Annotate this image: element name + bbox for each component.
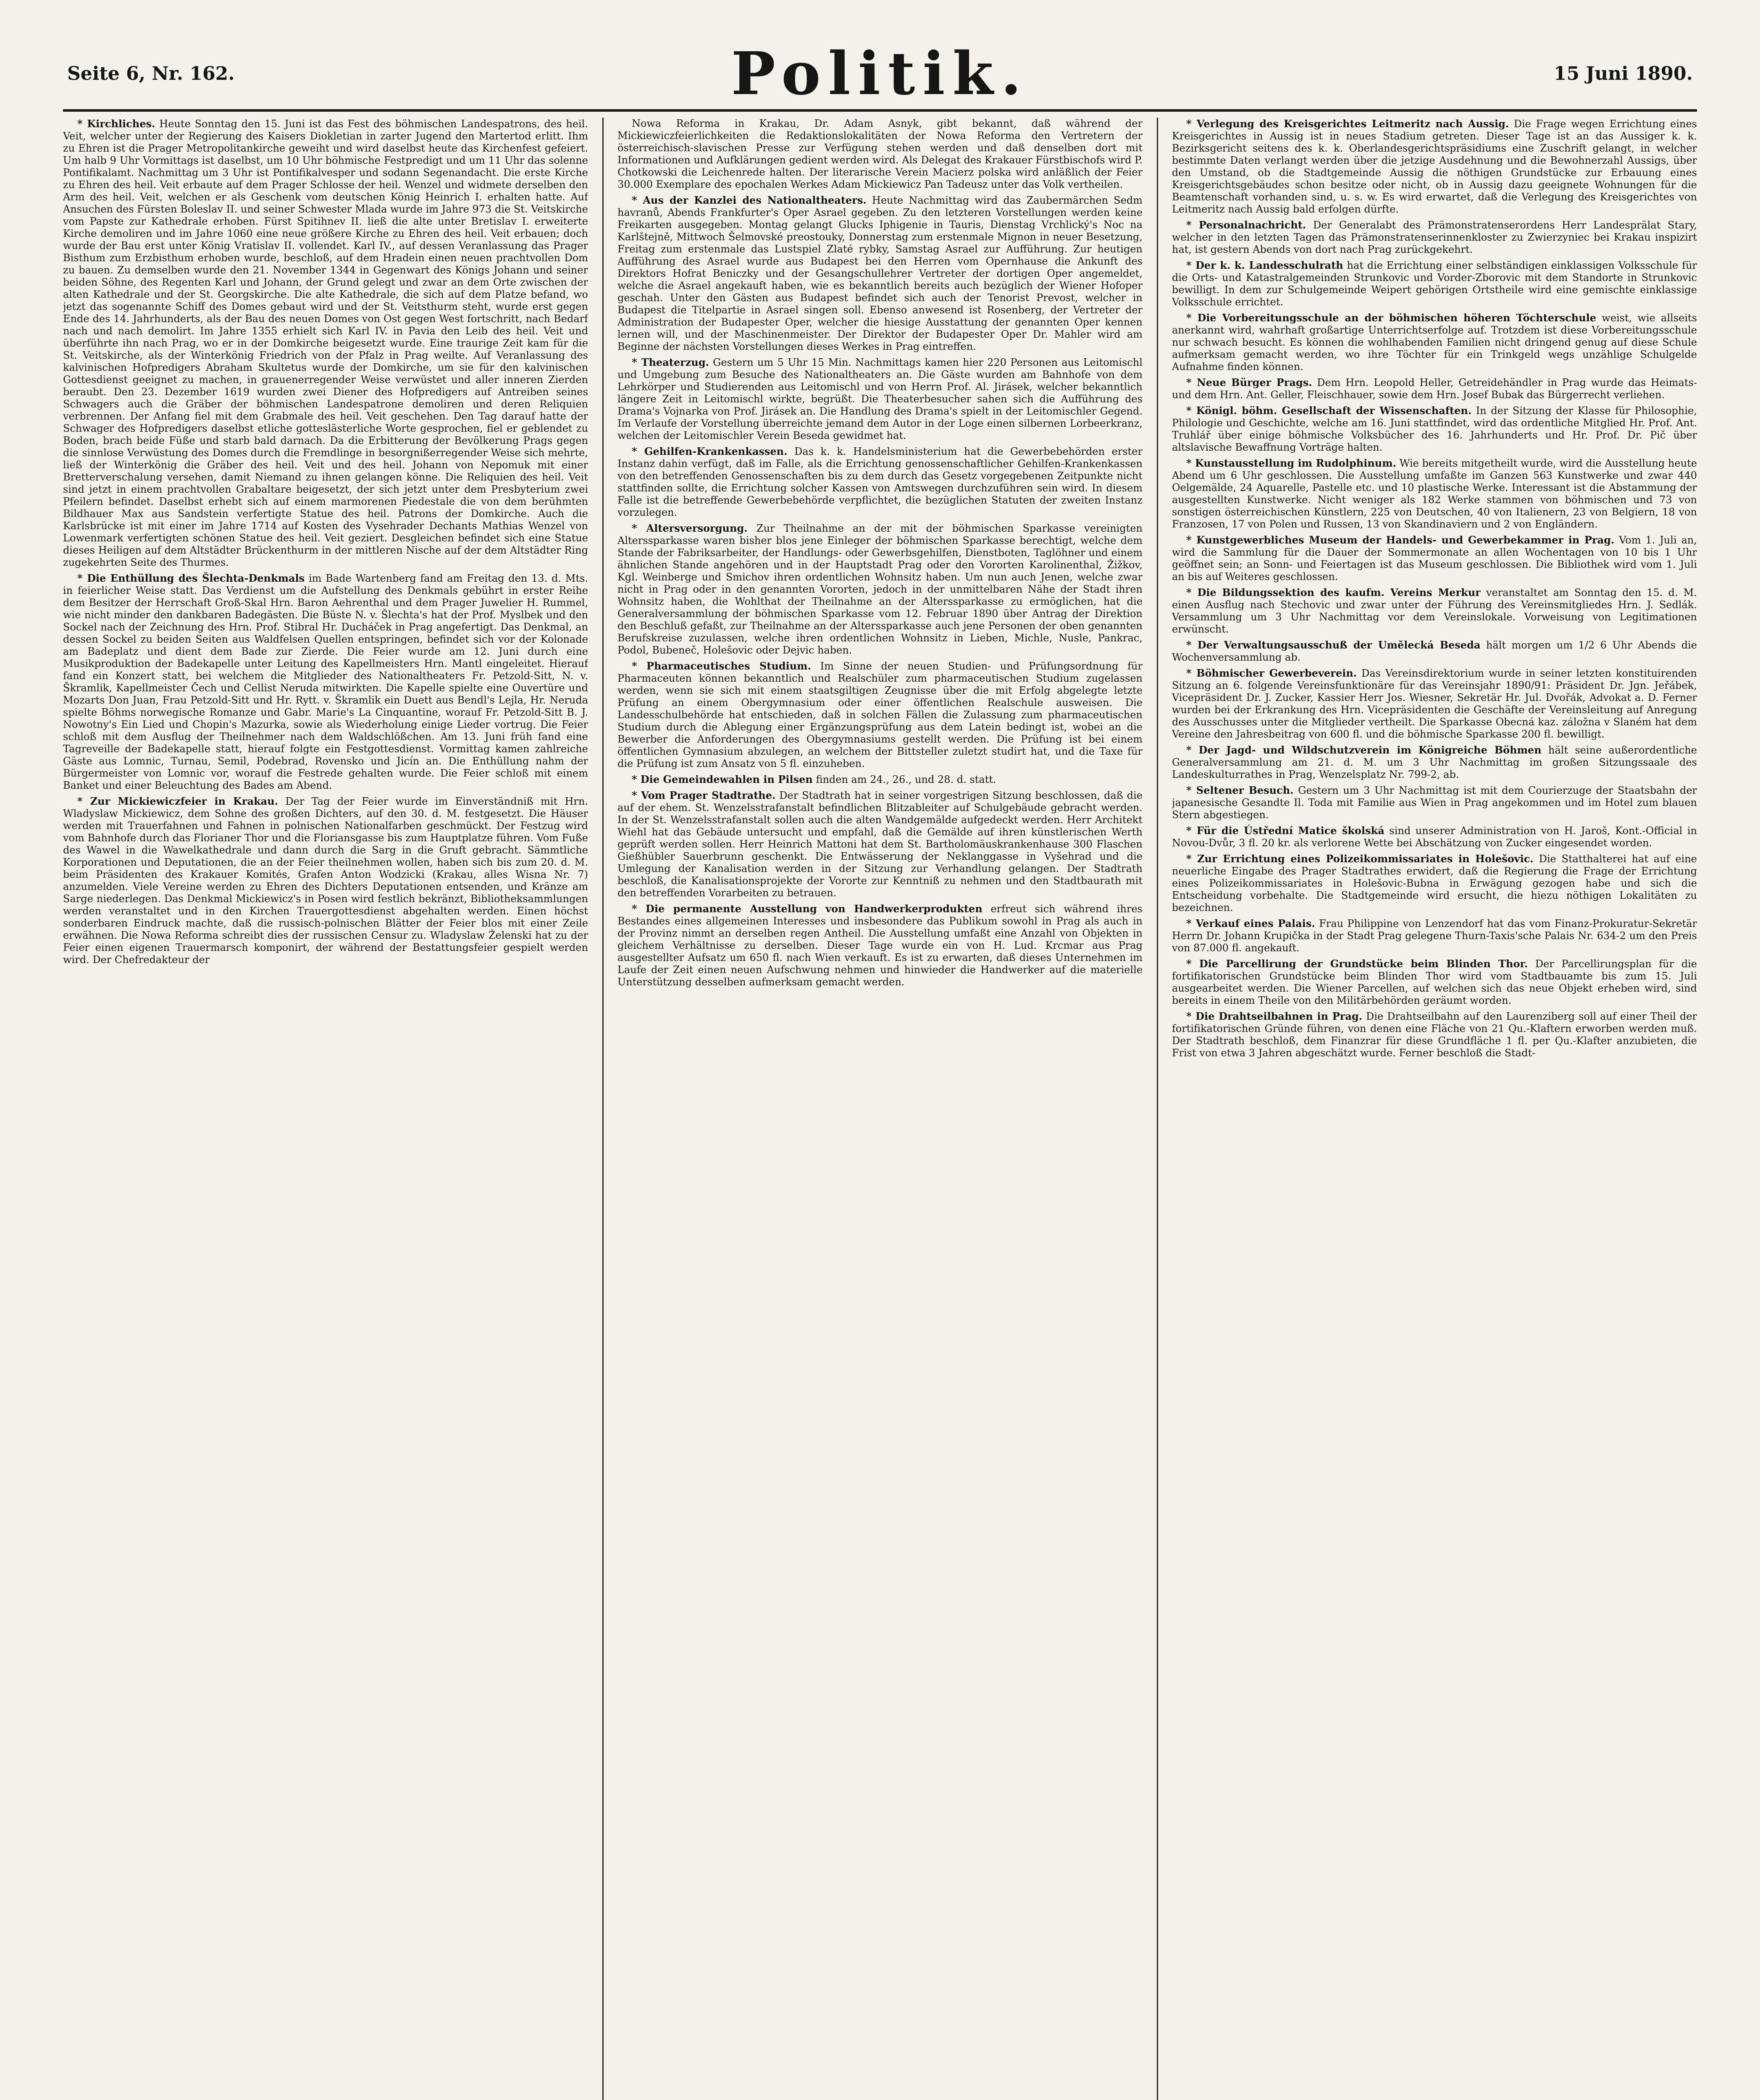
article-headline: * Die Parcellirung der Grundstücke beim Blinden Thor.	[1186, 958, 1528, 970]
page-number: Seite 6, Nr. 162.	[67, 63, 235, 84]
article-headline: * Zur Mickiewiczfeier in Krakau.	[77, 795, 278, 807]
article-body: Wie bereits mitgetheilt wurde, wird die Ausstellung heute Abend um 6 Uhr geschlossen. Die Ausstellung umfaßte im Ganzen 563 Kunstwerke und zwar 440 Oelgemälde, 24 Aquarelle, Pastelle etc. und 10 plastische Werke. Interessant ist die Abstammung der ausgestellten Kunstwerke. Nicht weniger als 182 Werke stammen von böhmischen und 73 von sonstigen österreichischen Künstlern, 225 von Deutschen, 40 von Italienern, 23 von Belgiern, 18 von Franzosen, 17 von Polen und Russen, 13 von Skandinaviern und 2 von Engländern.	[1172, 457, 1697, 530]
article	[1172, 958, 1697, 1007]
article-body: Dem Hrn. Leopold Heller, Getreidehändler in Prag wurde das Heimats- und dem Hrn. Ant. Geller, Fleischhauer, sowie dem Hrn. Josef Bubak das Bürgerrecht verliehen.	[1172, 377, 1697, 401]
article-body: hat die Errichtung einer selbständigen einklassigen Volksschule für die Orts- und Katastralgemeinden Strunkovic und Vorder-Zborovic mit dem Standorte in Strunkovic bewilligt. In dem zur Schulgemeinde Weipert gehörigen Ortstheile wird eine gemischte einklassige Volksschule errichtet.	[1172, 260, 1697, 308]
article	[1172, 917, 1697, 954]
article	[1172, 639, 1697, 664]
article-body: Der Generalabt des Prämonstratenserordens Herr Landesprälat Stary, welcher in den letzten Tagen das Prämonstratenserinnenkloster zu Zwierzyniec bei Krakau inspizirt hat, ist gestern Abends von dort nach Prag zurückgekehrt.	[1172, 219, 1697, 255]
article-body: Nowa Reforma in Krakau, Dr. Adam Asnyk, gibt bekannt, daß während der Mickiewiczfeierlichkeiten die Redaktionslokalitäten der Nowa Reforma den Vertretern der österreichisch-slavischen Presse zur Verfügung stehen werden und daß denselben dort mit Informationen und Aufklärungen gedient werden wird. Als Delegat des Krakauer Fürstbischofs wird P. Chotkowski die Leichenrede halten. Der literarische Verein Macierz polska wird anläßlich der Feier 30.000 Exemplare des epochalen Werkes Adam Mickiewicz Pan Tadeusz unter das Volk vertheilen.	[617, 118, 1143, 190]
newspaper-page	[63, 34, 1697, 2100]
article	[1172, 259, 1697, 308]
article	[1172, 312, 1697, 373]
article	[1172, 744, 1697, 781]
section-title: Politik.	[731, 39, 1029, 108]
article-body: Der Parcellirungsplan für die fortifikatorischen Grundstücke beim Blinden Thor wird vom Stadtbauamte bis zum 15. Juli ausgearbeitet werden. Die Wiener Parcellen, auf welchen sich das neue Objekt erheben wird, sind bereits in einem Theile von den Militärbehörden geräumt worden.	[1172, 958, 1697, 1006]
article	[617, 773, 1143, 786]
article-headline: * Böhmischer Gewerbeverein.	[1186, 667, 1357, 679]
article	[1172, 586, 1697, 635]
article-body: Die Drahtseilbahn auf den Laurenziberg soll auf einer Theil der fortifikatorischen Gründe führen, von denen eine Fläche von 21 Qu.-Klaftern erworben werden muß. Der Stadtrath beschloß, dem Finanzrar für diese Grundfläche 1 fl. per Qu.-Klafter anzubieten, die Frist von etwa 3 Jahren abgeschätzt wurde. Ferner beschloß die Stadt-	[1172, 1011, 1697, 1059]
article-columns	[63, 118, 1697, 2100]
article-body: Gestern um 5 Uhr 15 Min. Nachmittags kamen hier 220 Personen aus Leitomischl und Umgebung zum Besuche des Nationaltheaters an. Die Gäste wurden am Bahnhofe von dem Lehrkörper und Studierenden aus Leitomischl und von Herrn Prof. Al. Jirásek, welcher bekanntlich längere Zeit in Leitomischl wirkte, begrüßt. Die Theaterbesucher sahen sich die Aufführung des Drama's Vojnarka von Prof. Jirásek an. Die Handlung des Drama's spielt in der Leitomischler Gegend. Im Verlaufe der Vorstellung überreichte jemand dem Autor in der Loge einen silbernen Lorbeerkranz, welchen der Leitomischler Verein Beseda gewidmet hat.	[617, 357, 1143, 441]
article	[617, 356, 1143, 442]
article	[63, 795, 588, 966]
article	[617, 445, 1143, 519]
article	[1172, 118, 1697, 215]
article-body: veranstaltet am Sonntag den 15. d. M. einen Ausflug nach Stechovic und zwar unter der Führung des Vereinsmitgliedes Hrn. J. Sedlák. Versammlung um 3 Uhr Nachmittag vor dem Vereinslokale. Vorweisung von Legitimationen erwünscht.	[1172, 587, 1697, 635]
article-body: Zur Theilnahme an der mit der böhmischen Sparkasse vereinigten Alterssparkasse waren bisher blos jene Einleger der böhmischen Sparkasse berechtigt, welche dem Stande der Fabriksarbeiter, der Handlungs- oder Gewerbsgehilfen, Dienstboten, Taglöhner und einem ähnlichen Stande angehören und in der Hauptstadt Prag oder den Vororten Karolinenthal, Žižkov, Kgl. Weinberge und Smichov ihren ordentlichen Wohnsitz haben. Um nun auch Jenen, welche zwar nicht in Prag oder in den genannten Vororten, jedoch in der unmittelbaren Nähe der Stadt ihren Wohnsitz haben, die Wohlthat der Theilnahme an der Alterssparkasse zu ermöglichen, hat die Generalversammlung der böhmischen Sparkasse vom 12. Februar 1890 über Antrag der Direktion den Beschluß gefaßt, zur Theilnahme an der Alterssparkasse auch jene Personen der oben genannten Berufskreise zuzulassen, welche ihren ordentlichen Wohnsitz in Lieben, Michle, Nusle, Pankrac, Podol, Bubeneč, Holešovic oder Dejvic haben.	[617, 522, 1143, 656]
article	[1172, 457, 1697, 530]
article-headline: * Die Bildungssektion des kaufm. Vereins Merkur	[1186, 586, 1481, 598]
article-body: Heute Sonntag den 15. Juni ist das Fest des böhmischen Landespatrons, des heil. Veit, welcher unter der Regierung des Kaisers Diokletian in zarter Jugend den Martertod erlitt. Ihm zu Ehren ist die Prager Metropolitankirche geweiht und wird daselbst heute das Kirchenfest gefeiert. Um halb 9 Uhr Vormittags ist daselbst, um 10 Uhr böhmische Festpredigt und um 11 Uhr das solenne Pontifikalamt. Nachmittag um 3 Uhr ist Pontifikalvesper und sodann Segenandacht. Die erste Kirche zu Ehren des heil. Veit erbaute auf dem Prager Schlosse der heil. Wenzel und widmete derselben den Arm des heil. Veit, welchen er als Geschenk vom deutschen König Heinrich I. erhalten hatte. Auf Ansuchen des Fürsten Boleslav II. und seiner Schwester Mlada wurde im Jahre 973 die St. Veitskirche vom Papste zur Kathedrale erhoben. Fürst Spitihnev II. ließ die alte unter Bretislav I. erweiterte Kirche demoliren und im Jahre 1060 eine neue größere Kirche zu Ehren des heil. Veit erbauen; doch wurde der Bau erst unter König Vratislav II. vollendet. Karl IV., auf dessen Veranlassung das Prager Bisthum zum Erzbisthum erhoben wurde, beschloß, auf dem Hradein einen neuen prachtvollen Dom zu bauen. Zu demselben wurde den 21. November 1344 in Gegenwart des Königs Johann und seiner beiden Söhne, des Regenten Karl und Johann, der Grund gelegt und zwar an dem Orte zwischen der alten Kathedrale und der St. Georgskirche. Die alte Kathedrale, die sich auf dem Platze befand, wo jetzt das sogenannte Schiff des Domes gebaut wird und der St. Veitsthurm steht, wurde erst gegen Ende des 14. Jahrhunderts, als der Bau des neuen Domes von Ost gegen West fortschritt, nach Bedarf nach und nach demolirt. Im Jahre 1355 erhielt sich Karl IV. in Pavia den Leib des heil. Veit und überführte ihn nach Prag, wo er in der Domkirche beigesetzt wurde. Eine traurige Zeit kam für die St. Veitskirche, als der Winterkönig Friedrich von der Pfalz in Prag weilte. Auf Veranlassung des kalvinischen Hofpredigers Abraham Skultetus wurde der Domkirche, um sie für den kalvinischen Gottesdienst geeignet zu machen, in grauenerregender Weise verwüstet und aller inneren Zierden beraubt. Den 23. Dezember 1619 wurden zwei Diener des Hofpredigers auf Antreiben seines Schwagers auch die Gräber der böhmischen Landespatrone demoliren und deren Reliquien verbrennen. Der Anfang fiel mit dem Grabmale des heil. Veit geschehen. Den Tag darauf hatte der Schwager des Hofpredigers daselbst etliche gotteslästerliche Worte gesprochen, fiel er geblendet zu Boden, brach beide Füße und starb bald darnach. Da die Erbitterung der Bevölkerung Prags gegen die sinnlose Verwüstung des Domes durch die Fremdlinge in besorgnißerregender Weise sich mehrte, ließ der Winterkönig die Gräber des heil. Veit und des heil. Johann von Nepomuk mit einer Bretterverschalung versehen, damit Niemand zu ihnen gelangen könne. Die Reliquien des heil. Veit sind jetzt in einem prachtvollen Grabaltare beigesetzt, der sich jetzt unter dem Presbyterium zwei Pfeilern befindet. Daselbst erhebt sich auf einem marmorenen Piedestale die von dem berühmten Bildhauer Max aus Sandstein verfertigte Statue des heil. Patrons der Domkirche. Auch die Karlsbrücke ist mit einer im Jahre 1714 auf Kosten des Vysehrader Dechants Mathias Wenzel von Lowenmark verfertigten schönen Statue des heil. Veit geziert. Desgleichen befindet sich eine Statue dieses Heiligen auf dem Altstädter Brückenthurm in der mittleren Nische auf der dem Altstädter Ring zugekehrten Seite des Thurmes.	[63, 118, 588, 568]
article-headline: * Aus der Kanzlei des Nationaltheaters.	[632, 194, 867, 206]
article-body: finden am 24., 26., und 28. d. statt.	[816, 774, 996, 785]
article-headline: * Gehilfen-Krankenkassen.	[632, 445, 788, 457]
article	[1172, 824, 1697, 849]
article-body: Vom 1. Juli an, wird die Sammlung für die Dauer der Sommermonate an allen Wochentagen von 10 bis 1 Uhr geöffnet sein; an Sonn- und Feiertagen ist das Museum geschlossen. Die Bibliothek wird vom 1. Juli an bis auf Weiteres geschlossen.	[1172, 534, 1697, 583]
column-1	[63, 118, 588, 2100]
article	[617, 194, 1143, 353]
article	[1172, 376, 1697, 401]
article	[63, 572, 588, 792]
article-headline: * Die Vorbereitungsschule an der böhmischen höheren Töchterschule	[1186, 312, 1597, 324]
article-body: Der Stadtrath hat in seiner vorgestrigen Sitzung beschlossen, daß die auf der ehem. St. Wenzelsstrafanstalt befindlichen Blitzableiter auf Schulgebäude gebracht werden. In der St. Wenzelsstrafanstalt sollen auch die alten Wandgemälde aufgedeckt werden. Herr Architekt Wiehl hat das Gebäude untersucht und empfahl, daß die Gemälde auf ihren künstlerischen Werth geprüft werden sollen. Herr Heinrich Mattoni hat dem St. Bartholomäuskrankenhause 300 Flaschen Gießhübler Sauerbrunn geschenkt. Die Entwässerung der Neklanggasse in Vyšehrad und die Umlegung der Kanalisation werden in der Sitzung zur Verhandlung gelangen. Der Stadtrath beschloß, die Kanalisationsprojekte der Vororte zur Kenntniß zu nehmen und den Stadtbaurath mit den betreffenden Vorarbeiten zu betrauen.	[617, 790, 1143, 899]
article-headline: * Die permanente Ausstellung von Handwerkerprodukten	[632, 903, 982, 915]
article-body: Das Vereinsdirektorium wurde in seiner letzten konstituirenden Sitzung an 6. folgende Vereinsfunktionäre für das Vereinsjahr 1890/91: Präsident Dr. Jgn. Jeřábek, Vicepräsident Dr. J. Zucker, Kassier Herr Jos. Wiesner, Sekretär Hr. Jul. Dvořák, Advokat a. D. Ferner wurden bei der Erkrankung des Hrn. Vicepräsidenten die Geschäfte der Vereinsleitung auf Anregung des Ausschusses unter die Mitglieder vertheilt. Die Sparkasse Obecná kaz. záložna v Slaném hat dem Vereine den Jahresbeitrag von 600 fl. und die böhmische Sparkasse 200 fl. bewilligt.	[1172, 667, 1697, 740]
article-headline: * Für die Ústřední Matice školská	[1186, 824, 1384, 837]
article-body: Der Tag der Feier wurde im Einverständniß mit Hrn. Wladyslaw Mickiewicz, dem Sohne des großen Dichters, auf den 30. d. M. festgesetzt. Die Häuser werden mit Trauerfahnen und Fahnen in polnischen Nationalfarben geschmückt. Der Festzug wird vom Bahnhofe durch das Florianer Thor und die Floriansgasse bis zum Hauptplatze führen. Vom Fuße des Wawel in die Wawelkathedrale und dann durch die Sarg in die Gruft gebracht. Sämmtliche Korporationen und Deputationen, die an der Feier theilnehmen wollen, haben sich bis zum 20. d. M. beim Präsidenten des Krakauer Komités, Grafen Anton Wodzicki (Krakau, alles Wisna Nr. 7) anzumelden. Viele Vereine werden zu Ehren des Dichters Deputationen entsenden, und Kränze am Sarge niederlegen. Das Denkmal Mickiewicz's in Posen wird festlich bekränzt, Bibliotheksammlungen werden veranstaltet und in den Kirchen Trauergottesdienst abgehalten werden. Einen höchst sonderbaren Eindruck machte, daß die russisch-polnischen Blätter der Feier blos mit einer Zeile erwähnen. Die Nowa Reforma schreibt dies der russischen Censur zu. Wladyslaw Želenski hat zu der Feier einen eigenen Trauermarsch komponirt, der während der Bestattungsfeier gespielt werden wird. Der Chefredakteur der	[63, 795, 588, 966]
article	[1172, 853, 1697, 914]
article	[1172, 1010, 1697, 1059]
article-headline: * Zur Errichtung eines Polizeikommissariates in Holešovic.	[1186, 853, 1534, 865]
article	[617, 660, 1143, 770]
article-headline: * Verlegung des Kreisgerichtes Leitmeritz nach Aussig.	[1186, 118, 1509, 130]
article-headline: * Kunstausstellung im Rudolphinum.	[1186, 457, 1396, 469]
page-header	[63, 34, 1697, 112]
article	[1172, 667, 1697, 740]
article	[617, 789, 1143, 899]
article-body: erfreut sich während ihres Bestandes eines allgemeinen Interesses und insbesondere das Publikum sowohl in Prag als auch in der Provinz nimmt an derselben regen Antheil. Die Ausstellung umfaßt eine Anzahl von Objekten in gleichem Verhältnisse zu derselben. Dieser Tage wurde ein von H. Lud. Krcmar aus Prag ausgestellter Aufsatz um 650 fl. nach Wien verkauft. Es ist zu erwarten, daß dieses Unternehmen im Laufe der Zeit einen neuen Aufschwung nehmen und hinwieder die Handwerker auf die materielle Unterstützung desselben aufmerksam gemacht werden.	[617, 903, 1143, 988]
article-body: Die Statthalterei hat auf eine neuerliche Eingabe des Prager Stadtrathes erwidert, daß die Regierung die Frage der Errichtung eines Polizeikommissariates in Holešovic-Bubna in Erwägung gezogen habe und sich die Entscheidung vorbehalte. Die Stadtgemeinde wird ersucht, die hiezu nöthigen Lokalitäten zu bezeichnen.	[1172, 853, 1697, 914]
article-headline: * Personalnachricht.	[1186, 219, 1306, 231]
article	[1172, 534, 1697, 583]
article-body: Heute Nachmittag wird das Zaubermärchen Sedm havranů, Abends Frankfurter's Oper Asrael gegeben. Zu den letzteren Vorstellungen werden keine Freikarten ausgegeben. Montag gelangt Glucks Iphigenie in Tauris, Dienstag Vrchlický's Noc na Karlštejně, Mittwoch Šelmovské preostouky, Donnerstag zum erstenmale Mignon in neuer Besetzung, Freitag zum erstenmale das Lustspiel Zlaté rybky, Samstag Asrael zur Aufführung. Zur heutigen Aufführung des Asrael wurde aus Budapest bei den Herren vom Opernhause die Ankunft des Direktors Hofrat Beniczky und der Gesangschullehrer Vertreter der dortigen Oper angemeldet, welche die Asrael angekauft haben, wie es bekanntlich bereits auch bezüglich der Wiener Hofoper geschah. Unter den Gästen aus Budapest befindet sich auch der Tenorist Prevost, welcher in Budapest die Titelpartie in Asrael singen soll. Ebenso anwesend ist Rosenberg, der Vertreter der Administration der Budapester Oper, welcher die hiesige Ausstattung der genannten Oper kennen lernen will, und der Maschinenmeister. Der Direktor der Budapester Oper Dr. Mahler wird am Beginne der nächsten Vorstellungen dieses Werkes in Prag eintreffen.	[617, 194, 1143, 352]
article-headline: * Kirchliches.	[77, 118, 155, 130]
article-headline: * Altersversorgung.	[632, 522, 748, 534]
article-body: Frau Philippine von Lenzendorf hat das vom Finanz-Prokuratur-Sekretär Herrn Dr. Johann Krupička in der Stadt Prag gelegene Thurn-Taxis'sche Palais Nr. 634-2 um den Preis von 87.000 fl. angekauft.	[1172, 918, 1697, 954]
article-body: In der Sitzung der Klasse für Philosophie, Philologie und Geschichte, welche am 16. Juni stattfindet, wird das ordentliche Mitglied Hr. Prof. Ant. Truhlář über einige böhmische Volksbücher des 16. Jahrhunderts und Hr. Prof. Dr. Pič über altslavische Bewaffnung Vorträge halten.	[1172, 405, 1697, 453]
article	[1172, 784, 1697, 821]
article-headline: * Theaterzug.	[632, 356, 709, 368]
column-2	[617, 118, 1143, 2100]
article-headline: * Verkauf eines Palais.	[1186, 917, 1315, 929]
column-divider	[602, 118, 604, 2100]
article-body: sind unserer Administration von H. Jaroš, Kont.-Official in Novou-Dvůr, 3 fl. 20 kr. als verlorene Wette bei Abschätzung von Zucker eingesendet worden.	[1172, 825, 1697, 849]
article-headline: * Der Verwaltungsausschuß der Umělecká Beseda	[1186, 639, 1481, 651]
article-body: Das k. k. Handelsministerium hat die Gewerbebehörden erster Instanz dahin verfügt, daß im Falle, als die Errichtung genossenschaftlicher Gehilfen-Krankenkassen von den betreffenden Genossenschaften bis zu dem durch das Gesetz vorgegebenen Zeitpunkte nicht stattfinden sollte, die Errichtung solcher Kassen von Amtswegen durchzuführen sein wird. In diesem Falle ist die betreffende Gewerbebehörde verpflichtet, die bezüglichen Statuten der zweiten Instanz vorzulegen.	[617, 446, 1143, 518]
article-headline: * Vom Prager Stadtrathe.	[632, 789, 776, 801]
article	[617, 522, 1143, 656]
issue-date: 15 Juni 1890.	[1553, 63, 1693, 84]
article-body: Gestern um 3 Uhr Nachmittag ist mit dem Courierzuge der Staatsbahn der japanesische Gesandte Il. Toda mit Familie aus Wien in Prag angekommen und im Hotel zum blauen Stern abgestiegen.	[1172, 785, 1697, 821]
column-divider	[1157, 118, 1158, 2100]
article-headline: * Königl. böhm. Gesellschaft der Wissenschaften.	[1186, 404, 1472, 417]
article-headline: * Die Gemeindewahlen in Pilsen	[632, 773, 813, 785]
article-headline: * Neue Bürger Prags.	[1186, 376, 1312, 388]
article	[617, 903, 1143, 988]
article-body: hält morgen um 1/2 6 Uhr Abends die Wochenversammlung ab.	[1172, 639, 1697, 663]
article-headline: * Der k. k. Landesschulrath	[1186, 259, 1343, 271]
article-body: hält seine außerordentliche Generalversammlung am 21. d. M. um 3 Uhr Nachmittag im großen Sitzungssaale des Landeskulturrathes in Prag, Wenzelsplatz Nr. 799-2, ab.	[1172, 744, 1697, 780]
article	[617, 118, 1143, 191]
column-3	[1172, 118, 1697, 2100]
article-headline: * Kunstgewerbliches Museum der Handels- und Gewerbekammer in Prag.	[1186, 534, 1615, 546]
article-headline: * Der Jagd- und Wildschutzverein im Königreiche Böhmen	[1186, 744, 1542, 756]
article-headline: * Seltener Besuch.	[1186, 784, 1294, 796]
article-headline: * Die Drahtseilbahnen in Prag.	[1186, 1010, 1363, 1022]
article-body: im Bade Wartenberg fand am Freitag den 13. d. Mts. in feierlicher Weise statt. Das Verdienst um die Aufstellung des Denkmals gebührt in erster Reihe dem Besitzer der Herrschaft Groß-Skal Hrn. Baron Aehrenthal und dem Prager Juwelier H. Rummel, wie nicht minder den dankbaren Badegästen. Die Büste N. v. Šlechta's hat der Prof. Myslbek und den Sockel nach der Zeichnung des Hrn. Prof. Stibral Hr. Ducháček in Prag angefertigt. Das Denkmal, an dessen Sockel zu beiden Seiten aus Waldfelsen Quellen entspringen, befindet sich vor der Kolonade am Badeplatz und dient dem Bade zur Zierde. Die Feier wurde am 12. Juni durch eine Musikproduktion der Badekapelle unter Leitung des Kapellmeisters Hrn. Mantl eingeleitet. Hierauf fand ein Konzert statt, bei welchem die Mitglieder des Nationaltheaters Fr. Petzold-Sitt, N. v. Škramlik, Kapellmeister Čech und Cellist Neruda mitwirkten. Die Kapelle spielte eine Ouvertüre und Mozarts Don Juan, Frau Petzold-Sitt und Hr. Rytt. v. Škramlik ein Duett aus Bendl's Lejla, Hr. Neruda spielte Böhms norwegische Romanze und Gabr. Marie's La Cinquantine, worauf Fr. Petzold-Sitt B. J. Nowotny's Ein Lied und Chopin's Mazurka, sowie als Wiederholung einige Lieder vortrug. Die Feier schloß mit dem Ausflug der Theilnehmer nach dem Waldschlößchen. Am 13. Juni früh fand eine Tagreveille der Badekapelle statt, hierauf folgte ein Festgottesdienst. Vormittag kamen zahlreiche Gäste aus Lomnic, Turnau, Semil, Podebrad, Rovensko und Jicín an. Die Enthüllung nahm der Bürgermeister von Lomnic vor, worauf die Festrede gehalten wurde. Die Feier schloß mit einem Banket und einer Beleuchtung des Bades am Abend.	[63, 572, 588, 791]
article-body: Im Sinne der neuen Studien- und Prüfungsordnung für Pharmaceuten können bekanntlich und Realschüler zum pharmaceutischen Studium zugelassen werden, wenn sie sich mit einem staatsgiltigen Zeugnisse über die mit Erfolg abgelegte letzte Prüfung an einem Obergymnasium oder einer öffentlichen Realschule ausweisen. Die Landesschulbehörde hat entschieden, daß in solchen Fällen die Zulassung zum pharmaceutischen Studium durch die Ablegung einer Ergänzungsprüfung aus dem Latein bedingt ist, wobei an die Bewerber die Anforderungen des Obergymnasiums gestellt werden. Die Prüfung ist bei einem öffentlichen Gymnasium abzulegen, an welchem der Bittsteller zuletzt studirt hat, und die Taxe für die Prüfung ist zum Ansatz von 5 fl. einzuheben.	[617, 660, 1143, 769]
article	[1172, 219, 1697, 256]
article-headline: * Die Enthüllung des Šlechta-Denkmals	[77, 572, 305, 584]
article	[1172, 404, 1697, 454]
article	[63, 118, 588, 569]
article-body: Die Frage wegen Errichtung eines Kreisgerichtes in Aussig ist in neues Stadium getreten. Dieser Tage ist an das Aussiger k. k. Bezirksgericht seitens des k. k. Oberlandesgerichtspräsidiums eine Zuschrift gelangt, in welcher bestimmte Daten verlangt werden über die jetzige Ausdehnung und die Bewohnerzahl Aussigs, über den Umstand, ob die Stadtgemeinde Aussig die nöthigen Grundstücke zur Erbauung eines Kreisgerichtsgebäudes schon besitze oder nicht, ob in Aussig dazu geeignete Wohnungen für die Beamtenschaft vorhanden sind, u. s. w. Es wird erwartet, daß die Verlegung des Kreisgerichtes von Leitmeritz nach Aussig bald erfolgen dürfte.	[1172, 118, 1697, 215]
article-body: weist, wie allseits anerkannt wird, wahrhaft großartige Unterrichtserfolge auf. Trotzdem ist diese Vorbereitungsschule nur schwach besucht. Es können die wohlhabenden Familien nicht dringend genug auf diese Schule aufmerksam gemacht werden, wo ihre Töchter für ein Trinkgeld wegs unzählige Schulgelde Aufnahme finden können.	[1172, 312, 1697, 373]
article-headline: * Pharmaceutisches Studium.	[632, 660, 811, 672]
